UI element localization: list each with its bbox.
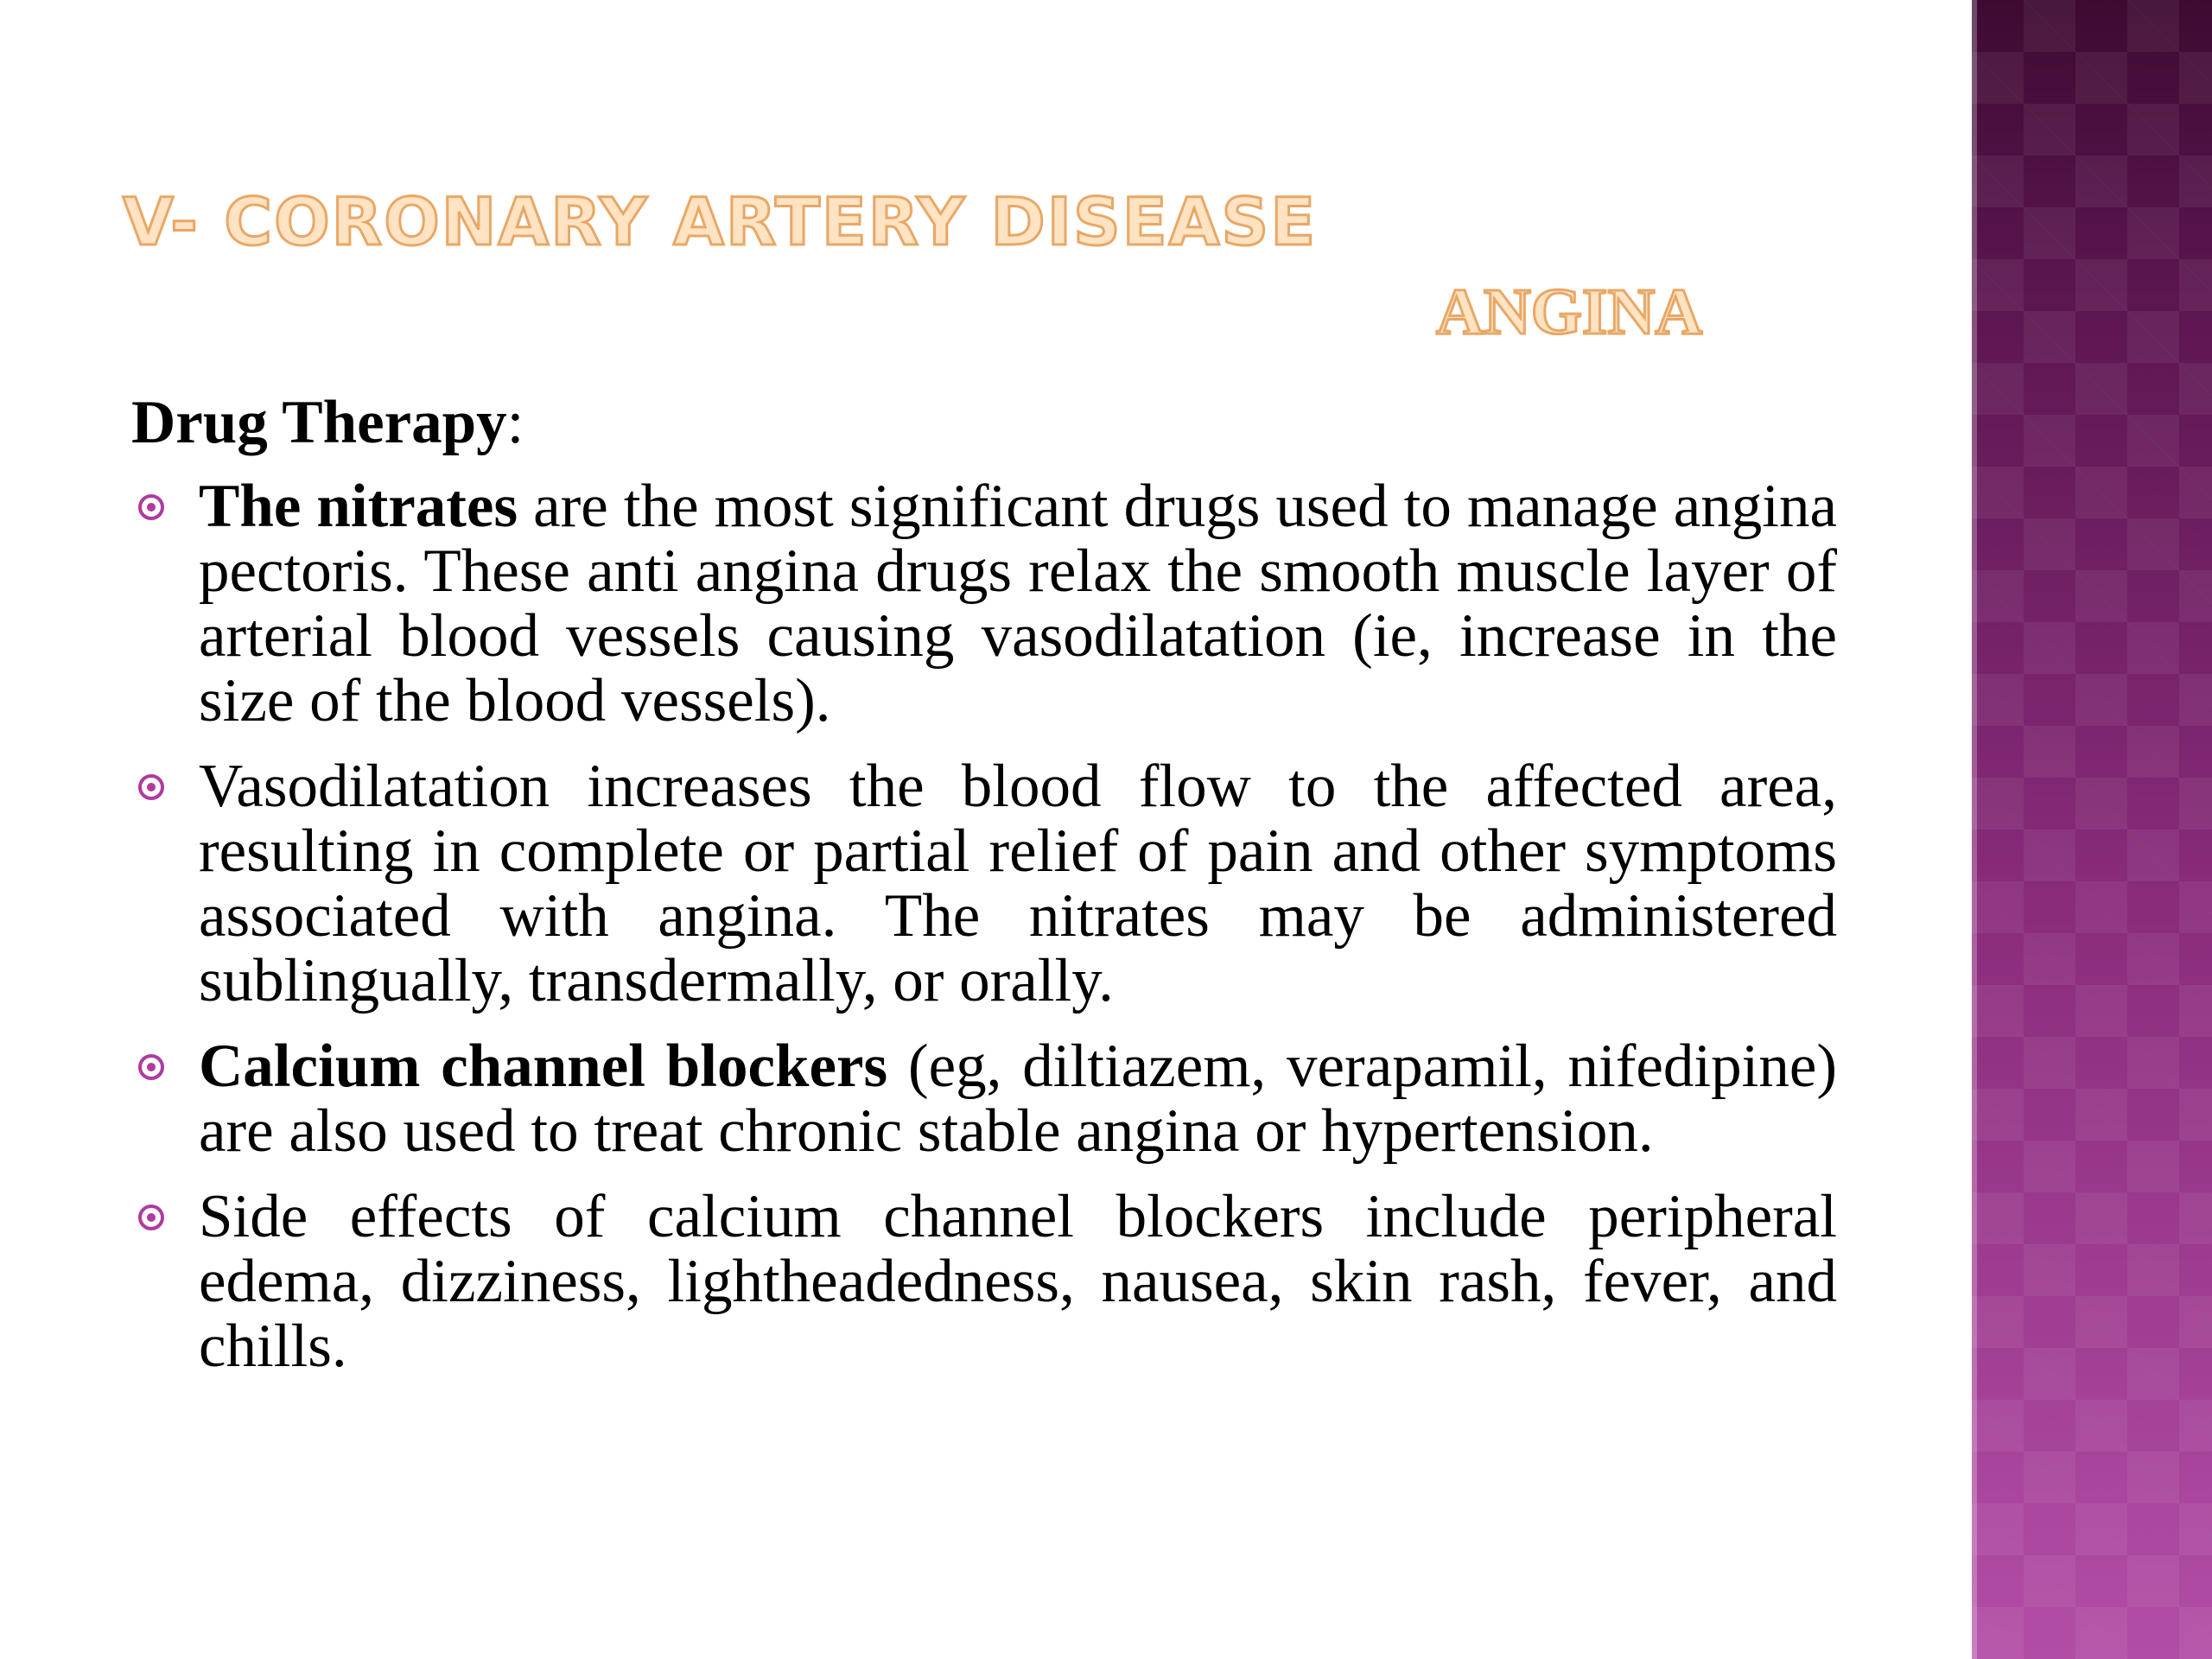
bullet-item xyxy=(131,474,1837,734)
ring-bullet-icon xyxy=(138,494,164,520)
slide-body xyxy=(131,391,1837,1400)
diamond-pattern xyxy=(1972,0,2212,1659)
bullet-text: Side effects of calcium channel blockers include peripheral edema, dizziness, lightheadedness, nausea, skin rash, fever, and chills. xyxy=(199,1183,1837,1380)
ring-bullet-icon xyxy=(138,1054,164,1080)
ring-bullet-icon xyxy=(138,774,164,800)
bullet-bold-text: Calcium channel blockers xyxy=(199,1033,888,1100)
slide-title: V- CORONARY ARTERY DISEASE xyxy=(123,183,1318,260)
bullet-bold-text: The nitrates xyxy=(199,473,518,540)
bullet-item xyxy=(131,754,1837,1014)
section-heading-suffix: : xyxy=(506,389,524,456)
section-heading-label: Drug Therapy xyxy=(131,389,507,456)
bullet-list xyxy=(131,474,1837,1379)
section-heading xyxy=(131,391,1837,455)
bullet-item xyxy=(131,1034,1837,1164)
ring-bullet-icon xyxy=(138,1205,164,1230)
bullet-text: Vasodilatation increases the blood flow to the affected area, resulting in complete or partial relief of pain and other symptoms associated with angina. The nitrates may be administered sublingually, transdermally, or orally. xyxy=(199,753,1837,1014)
slide-subtitle: ANGINA xyxy=(1436,276,1703,348)
bullet-item xyxy=(131,1185,1837,1379)
bullet-text: are the most significant drugs used to manage angina pectoris. These anti angina drugs relax the smooth muscle layer of arterial blood vessels causing vasodilatation (ie, increase in the size of the blood vessels). xyxy=(199,473,1837,734)
bullet-text: (eg, diltiazem, verapamil, nifedipine) are also used to treat chronic stable angina or hypertension. xyxy=(199,1033,1837,1165)
decorative-side-band xyxy=(1972,0,2212,1659)
band-edge xyxy=(1972,0,1977,1659)
